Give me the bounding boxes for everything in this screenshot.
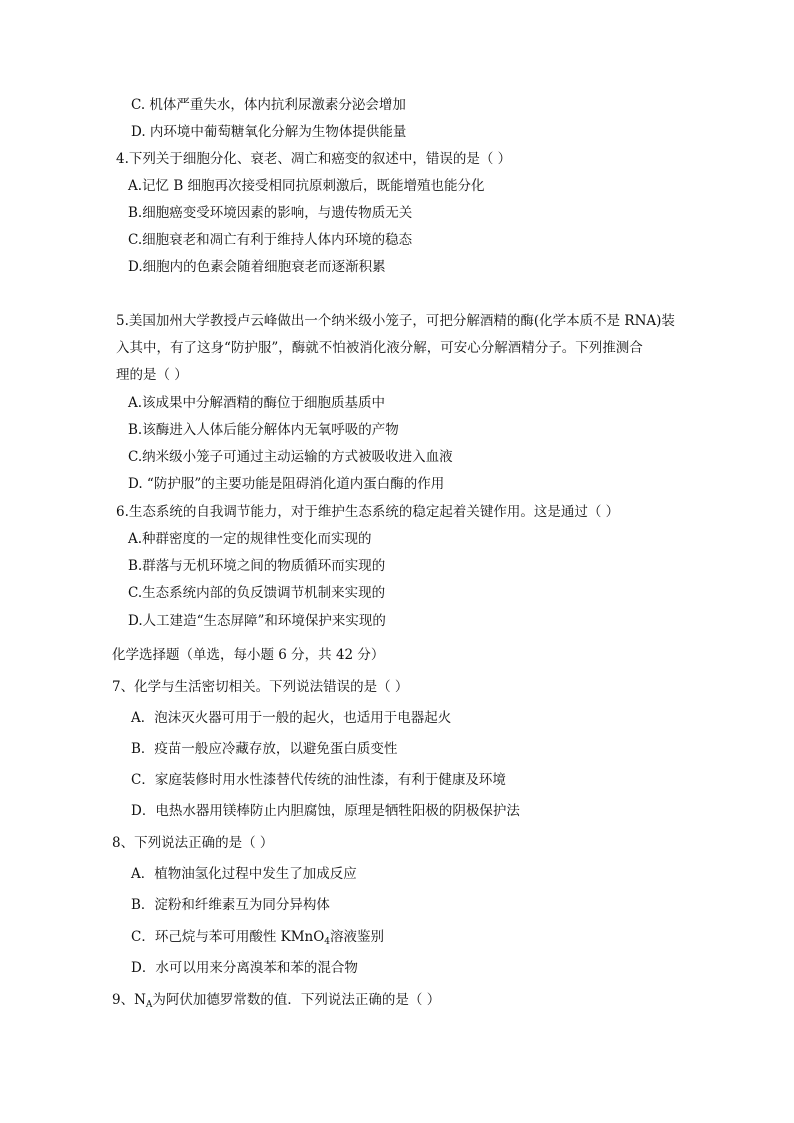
q8-option-c bbox=[131, 927, 384, 947]
q5-option-d: D. “防护服”的主要功能是阻碍消化道内蛋白酶的作用 bbox=[128, 476, 445, 492]
q8-option-b: B．淀粉和纤维素互为同分异构体 bbox=[131, 897, 330, 913]
q6-option-c: C.生态系统内部的负反馈调节机制来实现的 bbox=[128, 585, 386, 601]
q8-option-a: A．植物油氢化过程中发生了加成反应 bbox=[131, 866, 357, 882]
question-5-stem-line-1: 5.美国加州大学教授卢云峰做出一个纳米级小笼子，可把分解酒精的酶(化学本质不是 RNA)装 bbox=[116, 313, 675, 329]
q5-option-a: A.该成果中分解酒精的酶位于细胞质基质中 bbox=[128, 395, 386, 411]
q5-option-b: B.该酶进入人体后能分解体内无氧呼吸的产物 bbox=[128, 422, 399, 438]
q5-option-c: C.纳米级小笼子可通过主动运输的方式被吸收进入血液 bbox=[128, 449, 453, 465]
prev-option-c: C. 机体严重失水，体内抗利尿激素分泌会增加 bbox=[131, 97, 406, 113]
q6-option-a: A.种群密度的一定的规律性变化而实现的 bbox=[128, 531, 372, 547]
q8-option-d: D．水可以用来分离溴苯和苯的混合物 bbox=[131, 960, 358, 976]
q9-stem-subscript: A bbox=[145, 1000, 153, 1010]
q9-stem-rest: 为阿伏加德罗常数的值．下列说法正确的是（ ） bbox=[152, 992, 441, 1008]
q4-option-b: B.细胞癌变受环境因素的影响，与遗传物质无关 bbox=[128, 205, 413, 221]
question-4-stem: 4.下列关于细胞分化、衰老、凋亡和癌变的叙述中，错误的是（ ） bbox=[116, 151, 512, 167]
question-7-stem: 7、化学与生活密切相关。下列说法错误的是（ ） bbox=[112, 679, 409, 695]
q8-option-c-subscript: 4 bbox=[324, 937, 331, 947]
q7-option-c: C．家庭装修时用水性漆替代传统的油性漆，有利于健康及环境 bbox=[131, 772, 506, 788]
prev-option-d: D. 内环境中葡萄糖氧化分解为生物体提供能量 bbox=[131, 124, 407, 140]
q7-option-b: B．疫苗一般应冷藏存放，以避免蛋白质变性 bbox=[131, 741, 398, 757]
q4-option-d: D.细胞内的色素会随着细胞衰老而逐渐积累 bbox=[128, 259, 386, 275]
question-9-stem bbox=[112, 990, 440, 1010]
q7-option-d: D．电热水器用镁棒防止内胆腐蚀，原理是牺牲阳极的阴极保护法 bbox=[131, 803, 520, 819]
q4-option-c: C.细胞衰老和凋亡有利于维持人体内环境的稳态 bbox=[128, 232, 413, 248]
q4-option-a: A.记忆 B 细胞再次接受相同抗原刺激后，既能增殖也能分化 bbox=[128, 178, 485, 194]
chemistry-section-title: 化学选择题（单选，每小题 6 分，共 42 分） bbox=[112, 647, 385, 663]
question-5-stem-line-3: 理的是（ ） bbox=[116, 367, 188, 383]
q8-option-c-text: C．环己烷与苯可用酸性 KMnO bbox=[131, 929, 325, 945]
q6-option-d: D.人工建造“生态屏障”和环境保护来实现的 bbox=[128, 613, 386, 629]
q8-option-c-tail: 溶液鉴别 bbox=[330, 929, 385, 945]
q9-stem-prefix: 9、N bbox=[112, 992, 146, 1008]
question-8-stem: 8、下列说法正确的是（ ） bbox=[112, 835, 274, 851]
q7-option-a: A．泡沫灭火器可用于一般的起火，也适用于电器起火 bbox=[131, 710, 452, 726]
q6-option-b: B.群落与无机环境之间的物质循环而实现的 bbox=[128, 558, 386, 574]
question-6-stem: 6.生态系统的自我调节能力，对于维护生态系统的稳定起着关键作用。这是通过（ ） bbox=[116, 504, 620, 520]
question-5-stem-line-2: 入其中，有了这身“防护服”，酶就不怕被消化液分解，可安心分解酒精分子。下列推测合 bbox=[116, 340, 643, 356]
